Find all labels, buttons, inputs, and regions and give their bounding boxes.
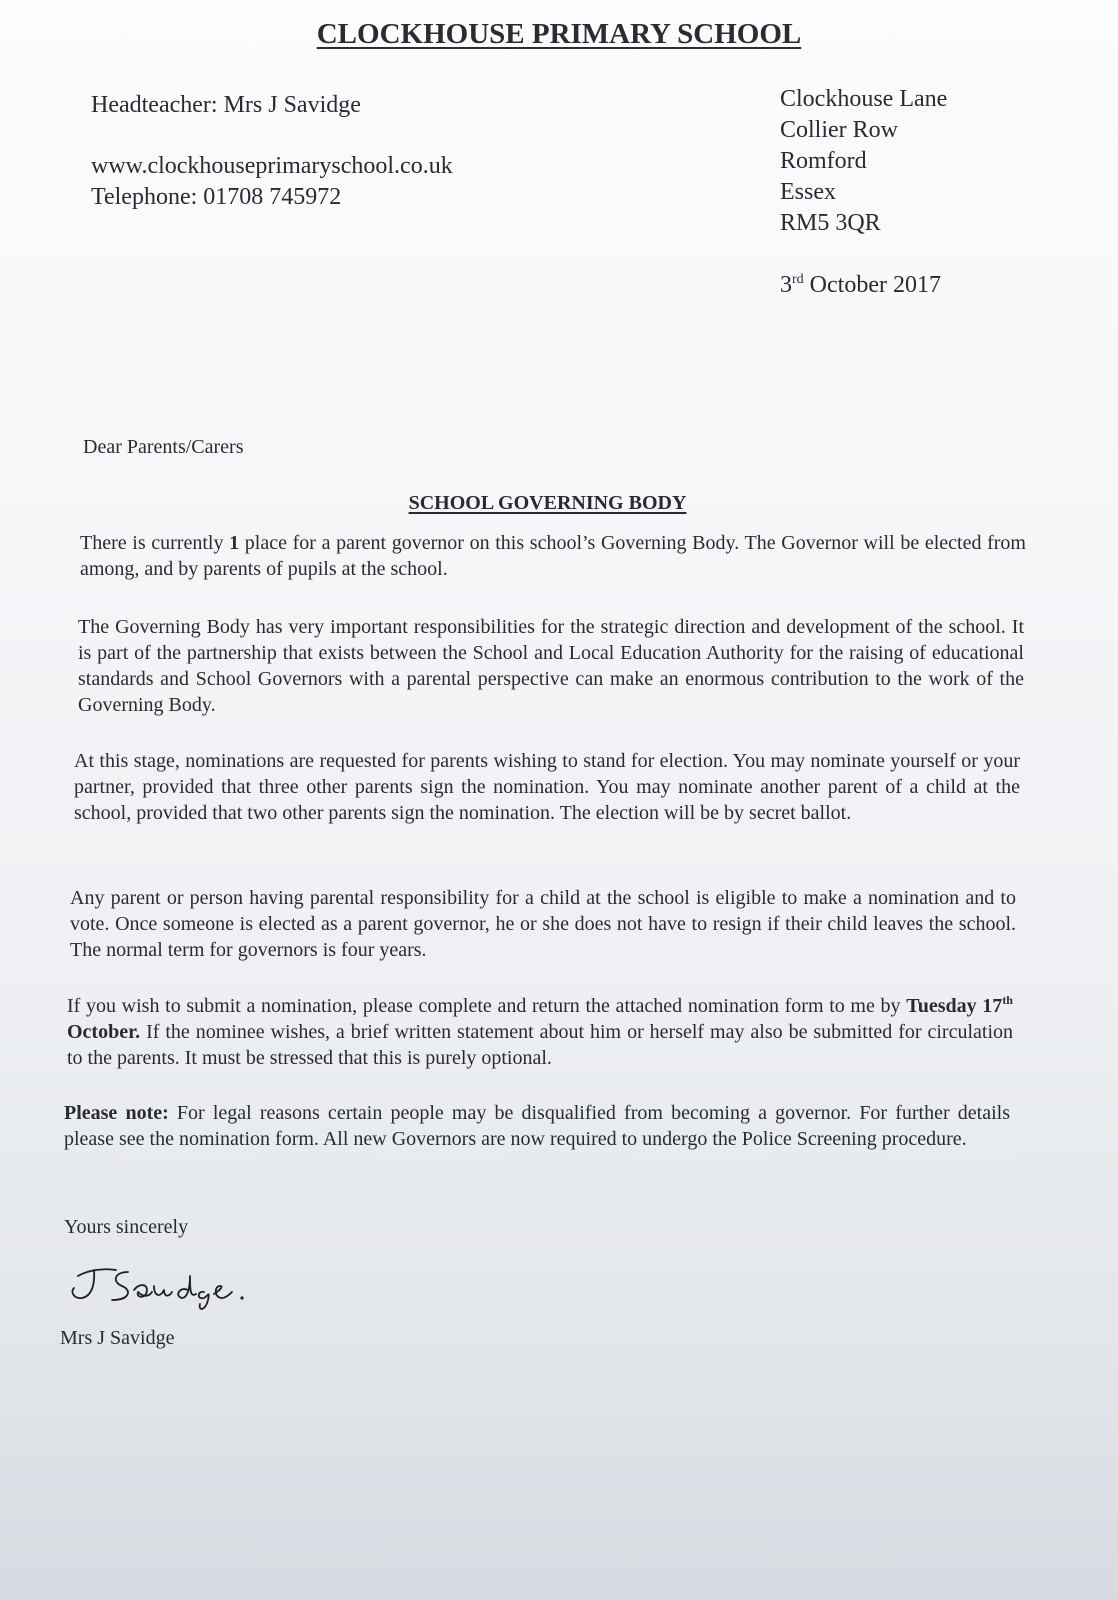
paragraph-5 bbox=[67, 993, 1013, 1071]
p1-text: place for a parent governor on this school’s Governing Body. The Governor will be elected from among, and by parents of pupils at the school. bbox=[80, 532, 1026, 580]
school-name-heading: CLOCKHOUSE PRIMARY SCHOOL bbox=[316, 18, 802, 50]
date-suffix: rd bbox=[792, 272, 804, 287]
school-address bbox=[780, 84, 947, 239]
spacer bbox=[91, 121, 453, 151]
headteacher-line: Headteacher: Mrs J Savidge bbox=[91, 92, 361, 118]
p1-text: There is currently bbox=[80, 532, 230, 554]
deadline-day: Tuesday 17 bbox=[906, 995, 1003, 1017]
p5-text: If the nominee wishes, a brief written statement about him or herself may also be submitted for circulation to the parents. It must be stressed that this is purely optional. bbox=[67, 1021, 1013, 1069]
letterhead-contact bbox=[91, 90, 453, 213]
deadline-suffix: th bbox=[1002, 993, 1013, 1007]
letter-subject: SCHOOL GOVERNING BODY bbox=[408, 492, 687, 514]
address-line: RM5 3QR bbox=[780, 210, 881, 236]
p6-text: For legal reasons certain people may be disqualified from becoming a governor. For further details please see the nomination form. All new Governors are now required to undergo the Police Screening procedure. bbox=[64, 1102, 1010, 1150]
paragraph-3: At this stage, nominations are requested for parents wishing to stand for election. You may nominate yourself or your partner, provided that three other parents sign the nomination. You may nominate another parent of a child at the school, provided that two other parents sign the nomination. The election will be by secret ballot. bbox=[74, 750, 1020, 824]
paragraph-2: The Governing Body has very important responsibilities for the strategic direction and development of the school. It is part of the partnership that exists between the School and Local Education Authority for the raising of educational standards and School Governors with a parental perspective can make an enormous contribution to the work of the Governing Body. bbox=[78, 616, 1024, 716]
address-line: Romford bbox=[780, 148, 867, 174]
address-line: Collier Row bbox=[780, 117, 898, 143]
letter-date bbox=[780, 270, 941, 301]
place-count: 1 bbox=[229, 532, 240, 554]
signatory-name: Mrs J Savidge bbox=[60, 1327, 175, 1349]
paragraph-1 bbox=[80, 530, 1026, 582]
telephone-line: Telephone: 01708 745972 bbox=[91, 184, 342, 210]
date-day: 3 bbox=[780, 272, 792, 298]
website-line: www.clockhouseprimaryschool.co.uk bbox=[91, 153, 453, 179]
handwritten-signature bbox=[64, 1256, 264, 1316]
paragraph-6 bbox=[64, 1100, 1010, 1152]
address-line: Essex bbox=[780, 179, 836, 205]
paragraph-4: Any parent or person having parental responsibility for a child at the school is eligible to make a nomination and to vote. Once someone is elected as a parent governor, he or she does not have to resign if their child leaves the school. The normal term for governors is four years. bbox=[70, 887, 1016, 961]
salutation: Dear Parents/Carers bbox=[83, 436, 244, 458]
please-note-label: Please note: bbox=[64, 1102, 169, 1124]
p5-text: If you wish to submit a nomination, please complete and return the attached nomination form to me by bbox=[67, 995, 907, 1017]
date-month-year: October 2017 bbox=[803, 272, 941, 298]
closing: Yours sincerely bbox=[64, 1216, 189, 1238]
address-line: Clockhouse Lane bbox=[780, 86, 948, 112]
deadline-month: October. bbox=[67, 1021, 141, 1043]
